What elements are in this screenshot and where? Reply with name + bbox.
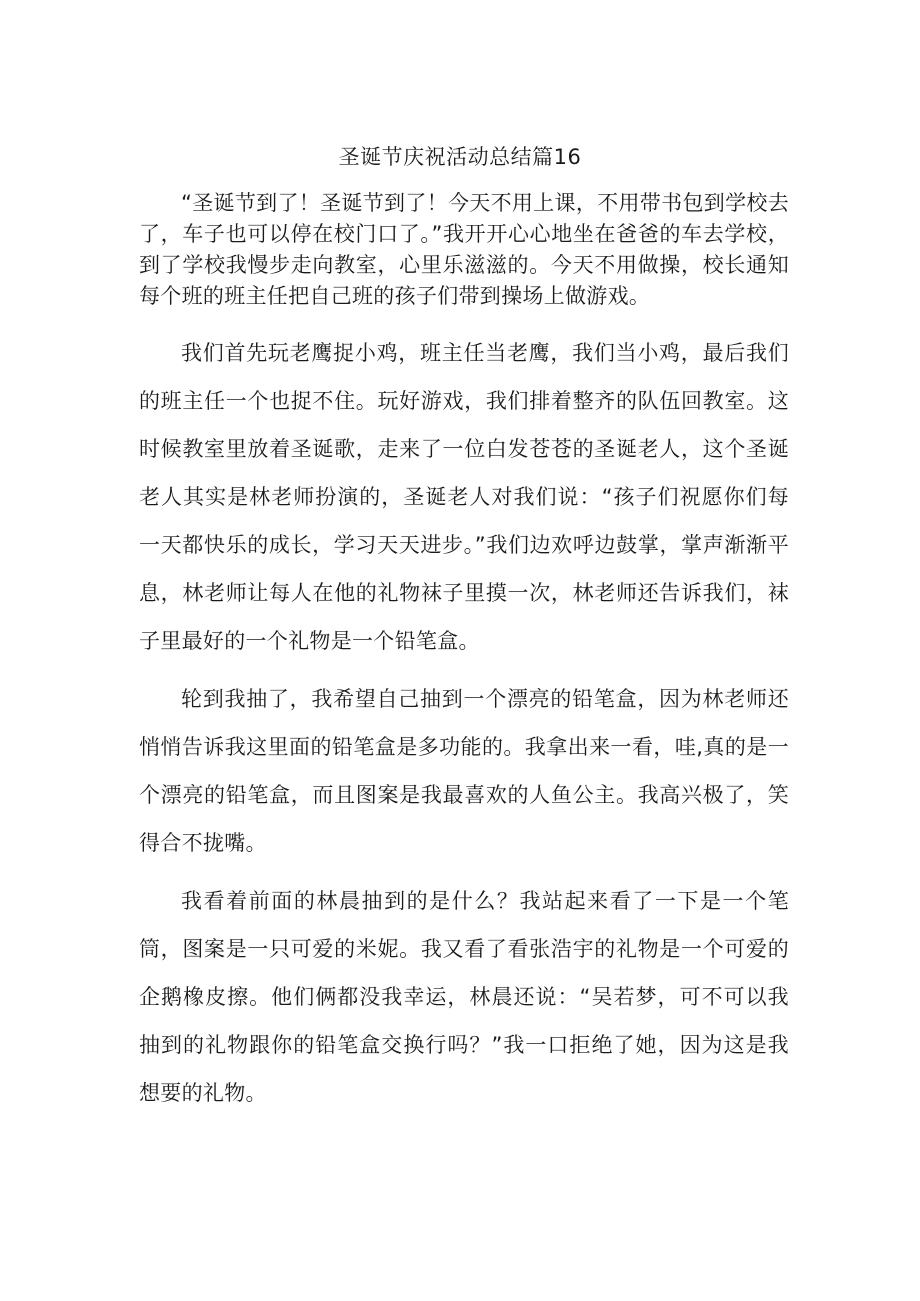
document-body — [139, 188, 789, 1117]
paragraph-2: 我们首先玩老鹰捉小鸡，班主任当老鹰，我们当小鸡，最后我们的班主任一个也捉不住。玩好游戏，我们排着整齐的队伍回教室。这时候教室里放着圣诞歌，走来了一位白发苍苍的圣诞老人，这个圣诞老人其实是林老师扮演的，圣诞老人对我们说：“孩子们祝愿你们每一天都快乐的成长，学习天天进步。”我们边欢呼边鼓掌，掌声渐渐平息，林老师让每人在他的礼物袜子里摸一次，林老师还告诉我们，袜子里最好的一个礼物是一个铅笔盒。 — [139, 341, 789, 653]
document-title: 圣诞节庆祝活动总结篇16 — [338, 145, 582, 169]
paragraph-4: 我看着前面的林晨抽到的是什么？我站起来看了一下是一个笔筒，图案是一只可爱的米妮。我又看了看张浩宇的礼物是一个可爱的企鹅橡皮擦。他们俩都没我幸运，林晨还说：“吴若梦，可不可以我抽到的礼物跟你的铅笔盒交换行吗？”我一口拒绝了她，因为这是我想要的礼物。 — [139, 889, 789, 1105]
paragraph-3: 轮到我抽了，我希望自己抽到一个漂亮的铅笔盒，因为林老师还悄悄告诉我这里面的铅笔盒是多功能的。我拿出来一看，哇,真的是一个漂亮的铅笔盒，而且图案是我最喜欢的人鱼公主。我高兴极了，笑得合不拢嘴。 — [139, 687, 789, 855]
paragraph-1: “圣诞节到了！圣诞节到了！今天不用上课，不用带书包到学校去了，车子也可以停在校门口了。”我开开心心地坐在爸爸的车去学校，到了学校我慢步走向教室，心里乐滋滋的。今天不用做操，校长通知每个班的班主任把自己班的孩子们带到操场上做游戏。 — [139, 191, 789, 308]
